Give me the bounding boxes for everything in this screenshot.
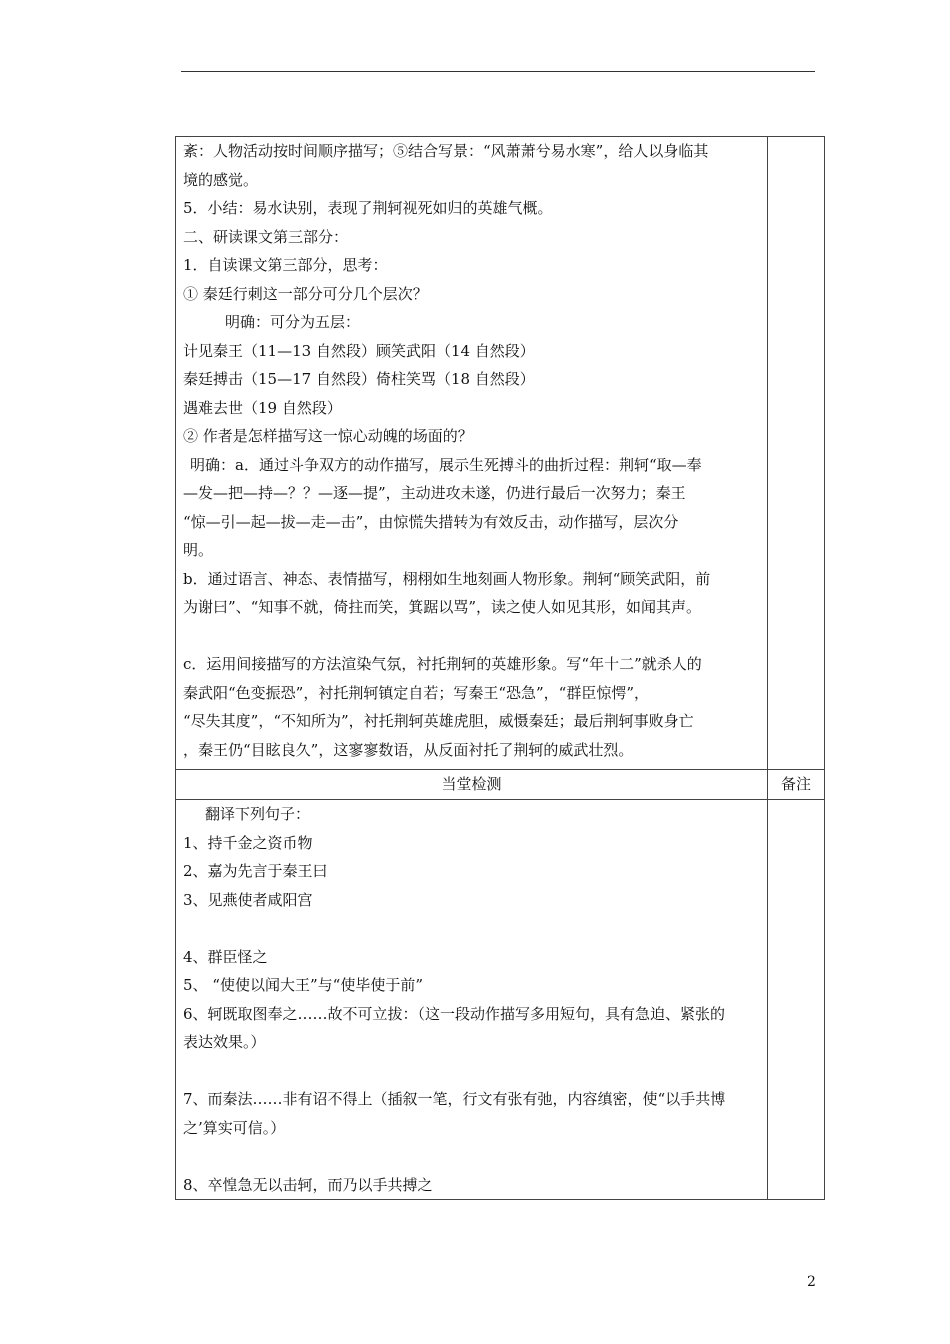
blank-line xyxy=(183,914,759,943)
blank-line xyxy=(183,622,759,651)
text-line: “惊—引—起—拔—走—击”，由惊慌失措转为有效反击，动作描写，层次分 xyxy=(183,512,679,531)
text-line: 表达效果。） xyxy=(183,1033,266,1051)
text-line: 为谢曰”、“知事不就，倚拄而笑，箕踞以骂”，读之使人如见其形，如闻其声。 xyxy=(183,598,702,616)
text-line: 4、群臣怪之 xyxy=(183,947,268,966)
text-line: 秦廷搏击（15—17 自然段）倚柱笑骂（18 自然段） xyxy=(183,370,535,388)
content-cell-bottom xyxy=(176,800,768,1200)
text-line: 8、卒惶急无以击轲，而乃以手共搏之 xyxy=(183,1175,433,1194)
text-line: 翻译下列句子： xyxy=(205,805,311,823)
content-cell-top xyxy=(176,137,768,770)
blank-line xyxy=(183,1057,759,1086)
note-cell-bottom xyxy=(768,800,825,1200)
blank-line xyxy=(183,1142,759,1171)
text-line: 1．自读课文第三部分，思考： xyxy=(183,256,388,274)
text-line: 7、而秦法……非有诏不得上（插叙一笔，行文有张有弛，内容缜密，使“以手共博 xyxy=(183,1090,726,1108)
text-line: —发—把—持—？？—逐—提”，主动进攻未遂，仍进行最后一次努力；秦王 xyxy=(183,484,686,502)
text-line: 3、见燕使者咸阳宫 xyxy=(183,890,313,909)
text-line: “尽失其度”，“不知所为”，衬托荆轲英雄虎胆，威慑秦廷；最后荆轲事败身亡 xyxy=(183,712,694,730)
page-number: 2 xyxy=(807,1274,816,1290)
content-row-top xyxy=(176,137,825,770)
text-line: 境的感觉。 xyxy=(183,170,259,189)
text-line: 紊：人物活动按时间顺序描写；⑤结合写景：“风萧萧兮易水寒”，给人以身临其 xyxy=(183,142,709,160)
text-line: c．运用间接描写的方法渲染气氛，衬托荆轲的英雄形象。写“年十二”就杀人的 xyxy=(183,655,702,673)
text-line: b．通过语言、神态、表情描写，栩栩如生地刻画人物形象。荆轲“顾笑武阳，前 xyxy=(183,569,711,588)
text-line: 计见秦王（11—13 自然段）顾笑武阳（14 自然段） xyxy=(183,341,535,360)
text-line: 明确：a．通过斗争双方的动作描写，展示生死搏斗的曲折过程：荆轲“取—奉 xyxy=(190,455,702,474)
text-line: 2、嘉为先言于秦王曰 xyxy=(183,862,328,880)
text-line: 之’算实可信。） xyxy=(183,1118,286,1137)
text-line: 5．小结：易水诀别，表现了荆轲视死如归的英雄气概。 xyxy=(183,199,553,217)
text-line: 二、研读课文第三部分： xyxy=(183,227,349,246)
text-line: 明。 xyxy=(183,541,214,559)
note-header: 备注 xyxy=(768,770,825,800)
text-line: 6、轲既取图奉之……故不可立拔：（这一段动作描写多用短句，具有急迫、紧张的 xyxy=(183,1004,726,1023)
text-line: 5、 “使使以闻大王”与“使毕使于前” xyxy=(183,976,423,994)
text-line: 1、持千金之资币物 xyxy=(183,833,313,852)
text-line: 明确：可分为五层： xyxy=(225,313,361,331)
note-cell-top xyxy=(768,137,825,770)
content-row-bottom xyxy=(176,800,825,1200)
text-line: 遇难去世（19 自然段） xyxy=(183,398,342,417)
header-rule xyxy=(181,71,815,72)
section-title: 当堂检测 xyxy=(176,770,768,800)
text-line: 秦武阳“色变振恐”，衬托荆轲镇定自若；写秦王“恐急”，“群臣惊愕”， xyxy=(183,683,650,702)
lesson-table xyxy=(175,136,825,1200)
section-header-row xyxy=(176,770,825,800)
text-line: ① 秦廷行刺这一部分可分几个层次？ xyxy=(183,284,428,303)
text-line: ，秦王仍“目眩良久”，这寥寥数语，从反面衬托了荆轲的威武壮烈。 xyxy=(183,740,634,759)
text-line: ② 作者是怎样描写这一惊心动魄的场面的？ xyxy=(183,427,473,445)
